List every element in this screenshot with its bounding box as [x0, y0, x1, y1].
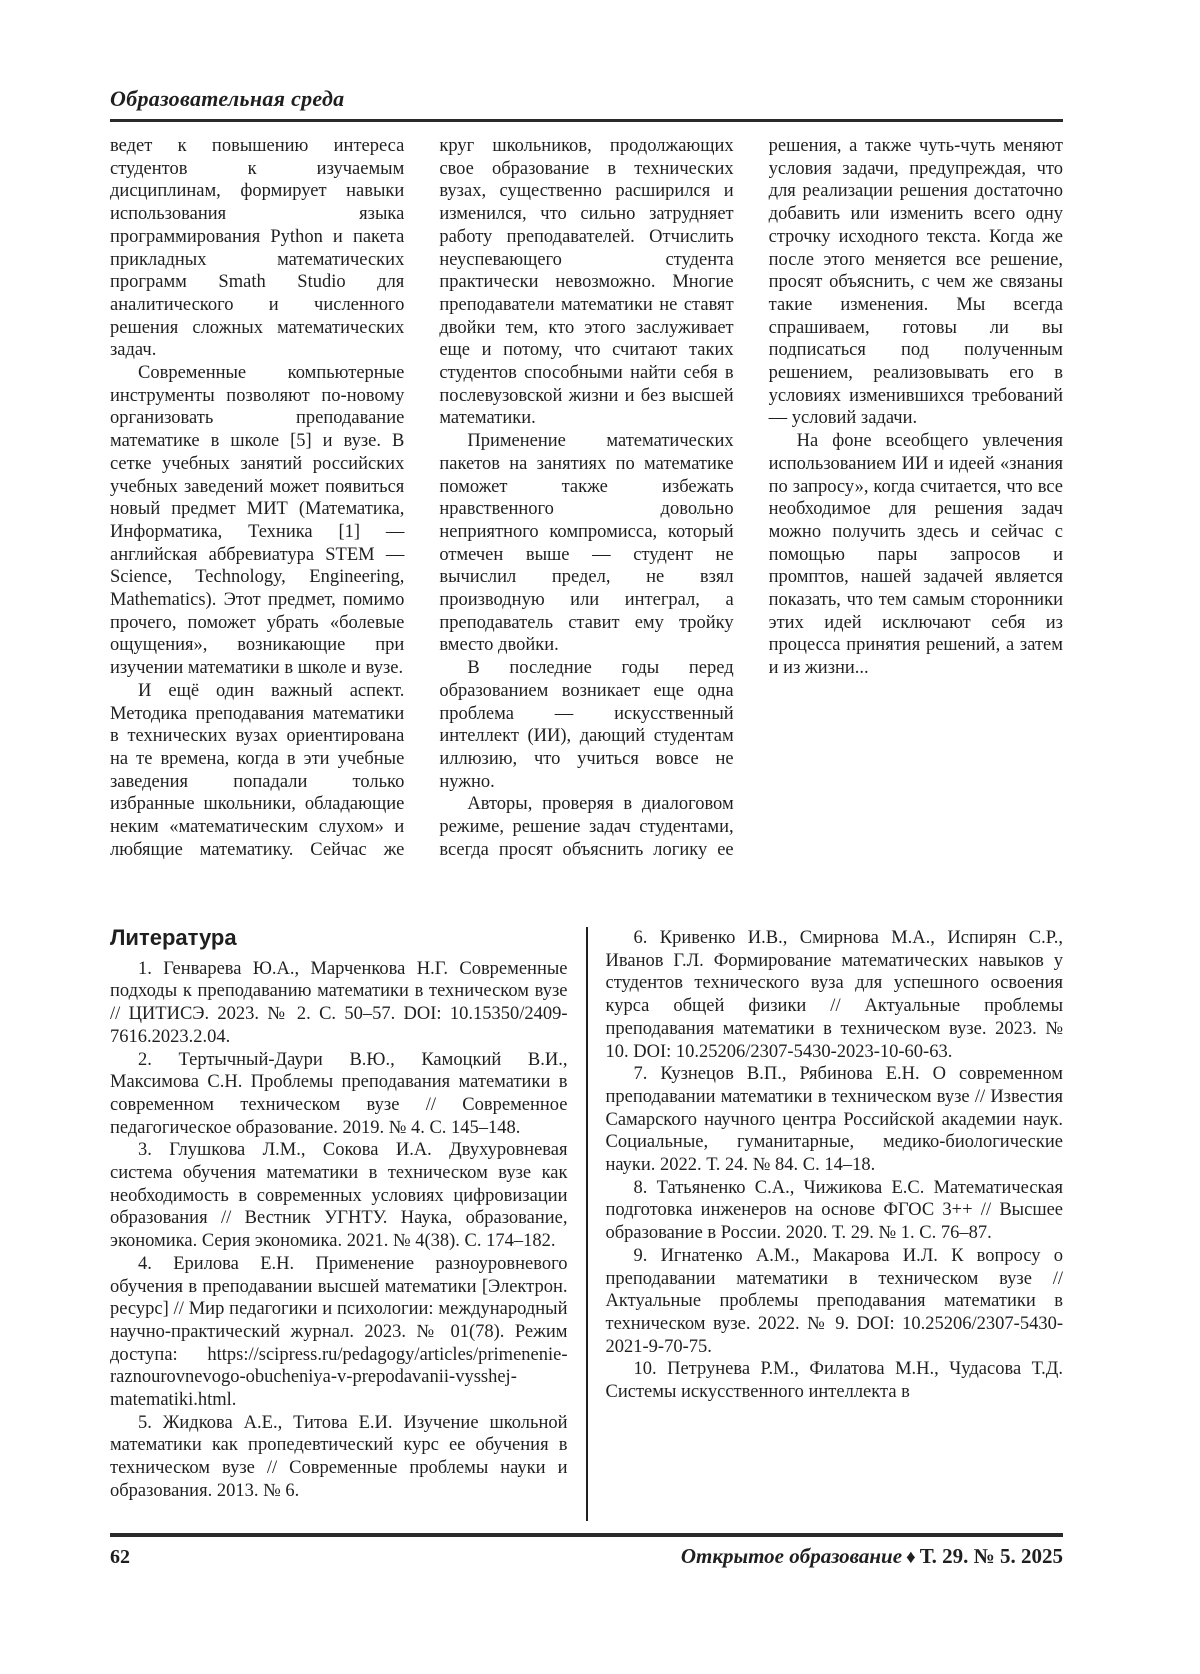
journal-title: Открытое образование — [680, 1544, 903, 1568]
footer-row — [110, 1544, 1063, 1569]
reference-entry: 6. Кривенко И.В., Смирнова М.А., Испирян С.Р., Иванов Г.Л. Формирование математических навыков у студентов технического вуза для успешного освоения курса общей физики // Актуальные проблемы преподавания математики в техническом вузе. 2023. № 10. DOI: 10.25206/2307-5430-2023-10-60-63. — [605, 928, 1063, 1062]
volume-info: Т. 29. № 5. 2025 — [919, 1544, 1063, 1568]
footer-rule — [110, 1533, 1063, 1537]
references-heading: Литература — [110, 927, 237, 950]
reference-entry: 3. Глушкова Л.М., Сокова И.А. Двухуровневая система обучения математики в техническом вузе как необходимость в современных условиях цифровизации образования // Вестник УГНТУ. Наука, образование, экономика. Серия экономика. 2021. № 4(38). С. 174–182. — [110, 1140, 568, 1252]
reference-entry: 7. Кузнецов В.П., Рябинова Е.Н. О современном преподавании математики в техническом вузе // Известия Самарского научного центра Российской академии наук. Социальные, гуманитарные, медико-биологические науки. 2022. Т. 24. № 84. С. 14–18. — [605, 1064, 1063, 1176]
body-paragraph: Современные компьютерные инструменты позволяют по-новому организовать преподавание математике в школе [5] и вузе. В сетке учебных занятий российских учебных заведений может появиться новый предмет МИТ (Математика, Информатика, Техника [1] — английская аббревиатура STEM — Science, Technology, Engineering, Mathematics). Этот предмет, помимо прочего, поможет убрать «болевые ощущения», возникающие при изучении математики в школе и вузе. — [110, 363, 405, 679]
article-body-columns — [110, 135, 1063, 867]
reference-entry: 1. Генварева Ю.А., Марченкова Н.Г. Современные подходы к преподаванию математики в техническом вузе // ЦИТИСЭ. 2023. № 2. С. 50–57. DOI: 10.15350/2409-7616.2023.2.04. — [110, 958, 568, 1047]
reference-entry: 4. Ерилова Е.Н. Применение разноуровневого обучения в преподавании высшей математики [Электрон. ресурс] // Мир педагогики и психологии: международный научно-практический журнал. 2023. № 01(78). Режим доступа: https://scipress.ru/pedagogy/articles/primenenie-raznourovnevogo-obucheniya-v-prepodavanii-vysshej-matematiki.html. — [110, 1253, 568, 1411]
references-section — [110, 927, 1063, 1521]
body-paragraph: На фоне всеобщего увлечения использованием ИИ и идеей «знания по запросу», когда считается, что все необходимое для решения задач можно получить здесь и сейчас с помощью пары запросов и промптов, нашей задачей является показать, что тем самым сторонники этих идей исключают себя из процесса принятия решений, а затем и из жизни... — [768, 431, 1063, 679]
journal-line — [681, 1544, 1063, 1569]
reference-entry: 5. Жидкова А.Е., Титова Е.И. Изучение школьной математики как пропедевтический курс ее обучения в техническом вузе // Современные проблемы науки и образования. 2013. № 6. — [110, 1412, 568, 1501]
body-paragraph: И ещё один важный аспект. Методика преподавания математики в технических вузах ориентирована на те времена, когда в эти учебные заведения попадали только избранные школьники, обладающие неким «математическим слухом» и любящие математику. Сейчас же круг школьников, продолжающих свое образование в технических вузах, существенно расширился и изменился, что сильно затрудняет работу преподавателей. Отчислить неуспевающего студента практически невозможно. Многие преподаватели математики не ставят двойки тем, кто этого заслуживает еще и потому, что считают таких студентов способными найти себя в послевузовской жизни и без высшей математики. — [110, 136, 734, 860]
reference-entry: 10. Петрунева Р.М., Филатова М.Н., Чудасова Т.Д. Системы искусственного интеллекта в — [605, 1359, 1063, 1403]
header-rule — [110, 119, 1063, 122]
body-paragraph: Авторы, проверяя в диалоговом режиме, решение задач студентами, всегда просят объяснить логику ее решения, а также чуть-чуть меняют условия задачи, предупреждая, что для реализации решения достаточно добавить или изменить всего одну строчку исходного текста. Когда же после этого меняется все решение, просят объяснить, с чем же связаны такие изменения. Мы всегда спрашиваем, готовы ли вы подписаться под полученным решением, реализовывать его в условиях изменившихся требований — условий задачи. — [439, 136, 1063, 860]
reference-entry: 2. Тертычный-Даури В.Ю., Камоцкий В.И., Максимова С.Н. Проблемы преподавания математики в современном техническом вузе // Современное педагогическое образование. 2019. № 4. С. 145–148. — [110, 1049, 568, 1138]
body-paragraph: В последние годы перед образованием возникает еще одна проблема — искусственный интеллект (ИИ), дающий студентам иллюзию, что учиться вовсе не нужно. — [439, 658, 734, 792]
body-paragraph: Применение математических пакетов на занятиях по математике поможет также избежать нравственного довольно неприятного компромисса, который отмечен выше — студент не вычислил предел, не взял производную или интеграл, а преподаватель ставит ему тройку вместо двойки. — [439, 431, 734, 656]
running-head: Образовательная среда — [110, 86, 345, 111]
reference-entry: 8. Татьяненко С.А., Чижикова Е.С. Математическая подготовка инженеров на основе ФГОС 3++ // Высшее образование в России. 2020. Т. 29. № 1. С. 76–87. — [605, 1177, 1063, 1244]
body-paragraph: ведет к повышению интереса студентов к изучаемым дисциплинам, формирует навыки использования языка программирования Python и пакета прикладных математических программ Smath Studio для аналитического и численного решения сложных математических задач. — [110, 136, 405, 361]
reference-entry: 9. Игнатенко А.М., Макарова И.Л. К вопросу о преподавании математики в техническом вузе // Актуальные проблемы преподавания математики в техническом вузе. 2022. № 9. DOI: 10.25206/2307-5430-2021-9-70-75. — [605, 1245, 1063, 1357]
page-number: 62 — [110, 1546, 130, 1568]
page-footer — [110, 1533, 1063, 1569]
page-content — [110, 0, 1063, 1521]
diamond-icon: ♦ — [906, 1547, 916, 1568]
